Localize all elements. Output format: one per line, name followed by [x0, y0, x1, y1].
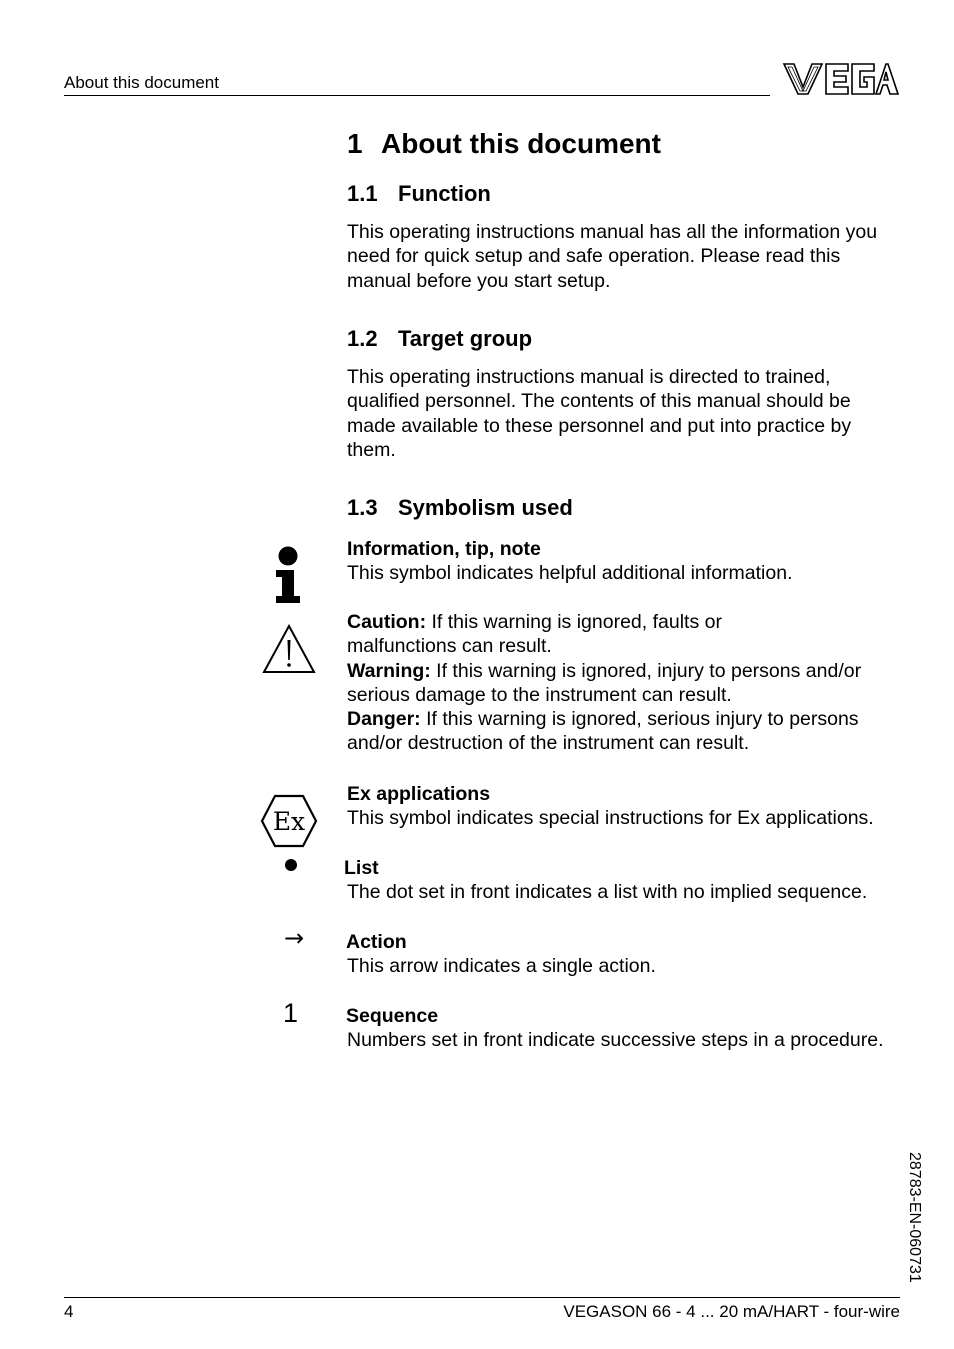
caution-text: If this warning is ignored, faults or [426, 611, 722, 633]
section-heading-symbolism [347, 495, 573, 521]
info-title: Information, tip, note [347, 538, 541, 560]
chapter-number: 1 [347, 128, 363, 159]
paragraph-line: made available to these personnel and put into practice by [347, 414, 852, 437]
warning-text-cont: serious damage to the instrument can result. [347, 683, 732, 706]
section-title: Function [398, 181, 491, 206]
action-title: Action [346, 931, 407, 953]
page-number: 4 [64, 1302, 74, 1321]
header-divider [64, 95, 770, 96]
section-title: Symbolism used [398, 495, 573, 520]
paragraph-line: them. [347, 438, 396, 461]
danger-label: Danger: [347, 708, 421, 731]
info-symbol-block [347, 537, 907, 586]
paragraph-line: This operating instructions manual is directed to trained, [347, 366, 831, 388]
function-paragraph [347, 220, 907, 293]
chapter-heading [347, 128, 661, 160]
warning-label: Warning: [347, 659, 431, 682]
footer-divider [64, 1297, 900, 1298]
danger-text-cont: and/or destruction of the instrument can result. [347, 732, 750, 755]
sequence-title: Sequence [346, 1005, 439, 1027]
vega-logo [782, 60, 900, 98]
ex-title: Ex applications [347, 783, 491, 805]
caution-text-cont: malfunctions can result. [347, 635, 552, 658]
warning-text: If this warning is ignored, injury to persons and/or [430, 659, 862, 682]
ex-hexagon-icon [260, 794, 318, 848]
caution-line [347, 610, 907, 634]
section-heading-target-group [347, 326, 532, 352]
sequence-text: Numbers set in front indicate successive steps in a procedure. [347, 1029, 884, 1052]
warning-triangle-icon [262, 624, 316, 674]
header-section-title: About this document [64, 73, 219, 92]
svg-text:Ex: Ex [272, 807, 306, 836]
paragraph-line: need for quick setup and safe operation. Please read this [347, 245, 841, 268]
danger-text: If this warning is ignored, serious injury to persons [420, 708, 859, 731]
document-id: 28783-EN-060731 [906, 1152, 923, 1283]
action-text: This arrow indicates a single action. [347, 955, 656, 978]
paragraph-line: This operating instructions manual has all the information you [347, 221, 878, 243]
arrow-right-icon: → [284, 924, 305, 952]
section-number: 1.3 [347, 495, 378, 520]
list-title: List [344, 857, 379, 879]
info-text: This symbol indicates helpful additional information. [347, 562, 793, 585]
warning-line [347, 659, 907, 683]
chapter-title: About this document [381, 128, 661, 159]
footer-product-title: VEGASON 66 - 4 ... 20 mA/HART - four-wire [563, 1302, 900, 1321]
info-icon [272, 546, 304, 604]
warning-symbol-block [347, 610, 907, 756]
bullet-dot-icon [284, 858, 298, 872]
ex-text: This symbol indicates special instructions for Ex applications. [347, 807, 874, 830]
paragraph-line: manual before you start setup. [347, 269, 611, 292]
section-heading-function [347, 181, 491, 207]
list-text: The dot set in front indicates a list with no implied sequence. [347, 881, 868, 904]
sequence-number-marker: 1 [283, 998, 299, 1028]
logo-text: VEGA [782, 60, 785, 61]
list-symbol-block [344, 856, 914, 905]
section-number: 1.1 [347, 181, 378, 206]
ex-symbol-block [347, 782, 907, 831]
paragraph-line: qualified personnel. The contents of this manual should be [347, 390, 851, 413]
section-title: Target group [398, 326, 533, 351]
target-group-paragraph [347, 365, 907, 462]
danger-line [347, 707, 907, 731]
section-number: 1.2 [347, 326, 378, 351]
action-symbol-block [346, 930, 916, 979]
caution-label: Caution: [347, 611, 427, 633]
sequence-symbol-block [346, 1004, 916, 1053]
